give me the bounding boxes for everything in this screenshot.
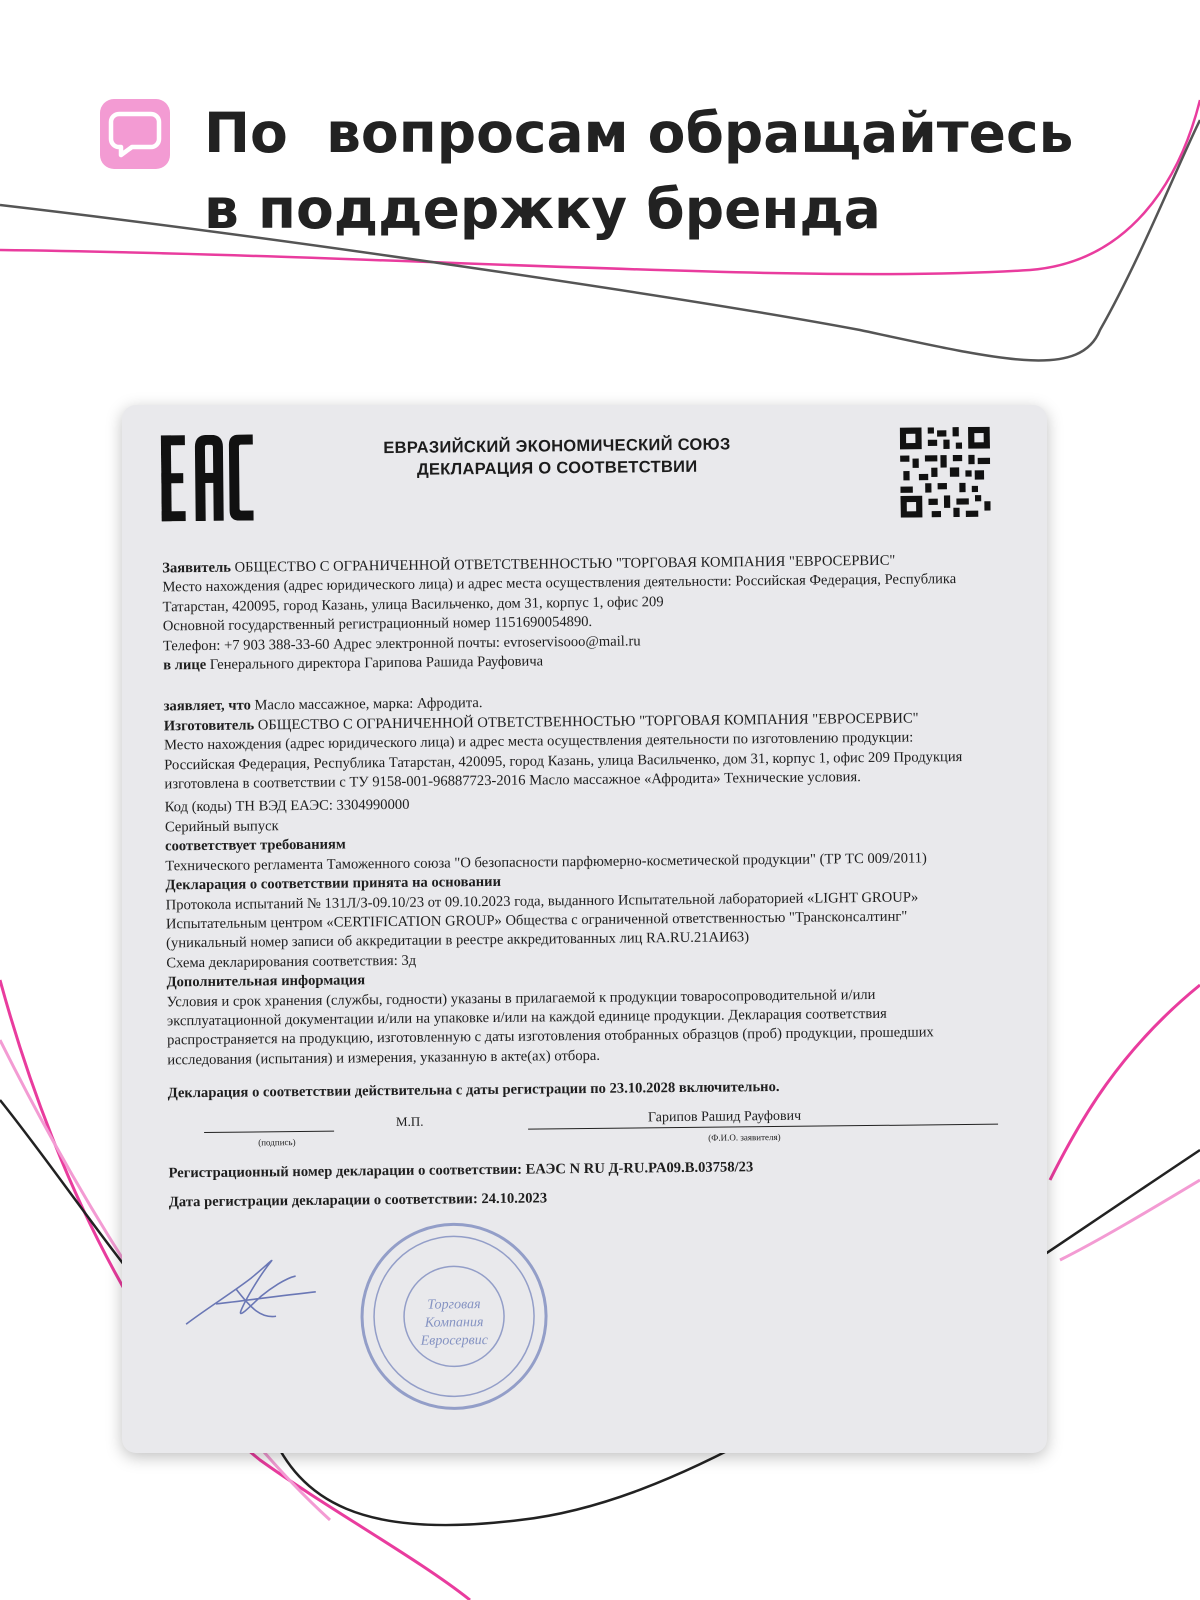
document-body xyxy=(162,551,989,1213)
title-line-1: ЕВРАЗИЙСКИЙ ЭКОНОМИЧЕСКИЙ СОЮЗ xyxy=(383,435,731,458)
headline-line-1: По вопросам обращайтесь xyxy=(204,101,1074,165)
applicant-contacts: Телефон: +7 903 388-33-60 Адрес электронной почты: evroservisooo@mail.ru xyxy=(162,633,641,655)
company-stamp xyxy=(353,1215,555,1417)
pink-curve-right xyxy=(1050,985,1200,1180)
serial-release: Серийный выпуск xyxy=(164,818,279,836)
qr-code-icon xyxy=(900,427,991,518)
registration-date: Дата регистрации декларации о соответствии: 24.10.2023 xyxy=(168,1190,548,1211)
additional-label-text: Дополнительная информация xyxy=(166,972,366,991)
svg-text:Евросервис: Евросервис xyxy=(420,1333,488,1349)
basis-label-text: Декларация о соответствии принята на основании xyxy=(165,873,502,894)
stamp-text: Торговая xyxy=(427,1297,481,1313)
title-line-2: ДЕКЛАРАЦИЯ О СООТВЕТСТВИИ xyxy=(416,457,698,479)
additional-text: Условия и срок хранения (службы, годности) указаны в прилагаемой к продукции товаросопроводительной и/или эксплуатационной документации и/или на упаковке и/или на каждой единице продукции. Декларация соответствия распространяется на продукцию, изготовленную с даты изготовления отобранных образцов (проб) продукции, прошедших исследования (испытания) и измерения, указанную в акте(ах) отбора. xyxy=(166,986,934,1069)
manufacturer-address: Место нахождения (адрес юридического лица) и адрес места осуществления деятельности по изготовлению продукции: Российская Федерация, Республика Татарстан, 420095, город Казань, улица Васильченко, дом 31, корпус 1, офис 209 Продукция изготовлена в соответствии с ТУ 9158-001-96887723-2016 Масло массажное «Афродита» Технические условия. xyxy=(163,729,963,793)
tn-ved-code: Код (коды) ТН ВЭД ЕАЭС: 3304990000 xyxy=(164,797,410,816)
document-title xyxy=(317,433,797,482)
represented-text: Генерального директора Гарипова Рашида Рауфовича xyxy=(206,653,544,673)
signer-caption: (Ф.И.О. заявителя) xyxy=(708,1131,781,1143)
signature-scribble xyxy=(175,1248,326,1340)
registration-number: Регистрационный номер декларации о соответствии: ЕАЭС N RU Д-RU.PA09.B.03758/23 xyxy=(168,1158,754,1181)
light-pink-curve-right xyxy=(1060,1180,1200,1260)
complies-label-text: соответствует требованиям xyxy=(165,836,346,855)
manufacturer-label: Изготовитель xyxy=(163,717,255,735)
complies-text: Технического регламента Таможенного союза "О безопасности парфюмерно-косметической продукции" (ТР ТС 009/2011) xyxy=(165,850,927,875)
headline-line-2: в поддержку бренда xyxy=(204,177,881,241)
declares-text: Масло массажное, марка: Афродита. xyxy=(250,695,483,714)
headline xyxy=(204,95,1073,247)
applicant-label: Заявитель xyxy=(162,559,232,577)
declares-label: заявляет, что xyxy=(163,697,251,715)
chat-bubble-icon xyxy=(100,99,170,169)
document-page xyxy=(122,405,1047,1453)
declaration-document xyxy=(122,405,1047,1453)
mp-label: М.П. xyxy=(395,1113,424,1129)
signer-name: Гарипов Рашид Рауфович xyxy=(647,1108,802,1125)
applicant-address: Место нахождения (адрес юридического лица) и адрес места осуществления деятельности: Российская Федерация, Республика Татарстан, 420095, город Казань, улица Васильченко, дом 31, корпус 1, офис 209 xyxy=(162,571,957,616)
signature-caption: (подпись) xyxy=(258,1136,296,1147)
validity: Декларация о соответствии действительна с даты регистрации по 23.10.2028 включительно. xyxy=(167,1079,780,1102)
basis-text: Протокола испытаний № 131Л/З-09.10/23 от 09.10.2023 года, выданного Испытательной лабораторией «LIGHT GROUP» Испытательным центром «CERTIFICATION GROUP» Общества с ограниченной ответственностью "Трансконсалтинг" (уникальный номер записи об аккредитации в реестре аккредитованных лиц RA.RU.21АИ63) xyxy=(165,889,919,952)
scheme: Схема декларирования соответствия: 3д xyxy=(166,952,417,972)
svg-text:Компания: Компания xyxy=(424,1315,484,1331)
eac-logo xyxy=(161,434,254,521)
manufacturer-text: ОБЩЕСТВО С ОГРАНИЧЕННОЙ ОТВЕТСТВЕННОСТЬЮ "ТОРГОВАЯ КОМПАНИЯ "ЕВРОСЕРВИС" xyxy=(254,710,919,734)
signature-row xyxy=(168,1101,988,1154)
applicant-text: ОБЩЕСТВО С ОГРАНИЧЕННОЙ ОТВЕТСТВЕННОСТЬЮ "ТОРГОВАЯ КОМПАНИЯ "ЕВРОСЕРВИС" xyxy=(230,552,896,576)
applicant-ogrn: Основной государственный регистрационный номер 1151690054890. xyxy=(162,614,593,635)
represented-label: в лице xyxy=(163,656,207,674)
